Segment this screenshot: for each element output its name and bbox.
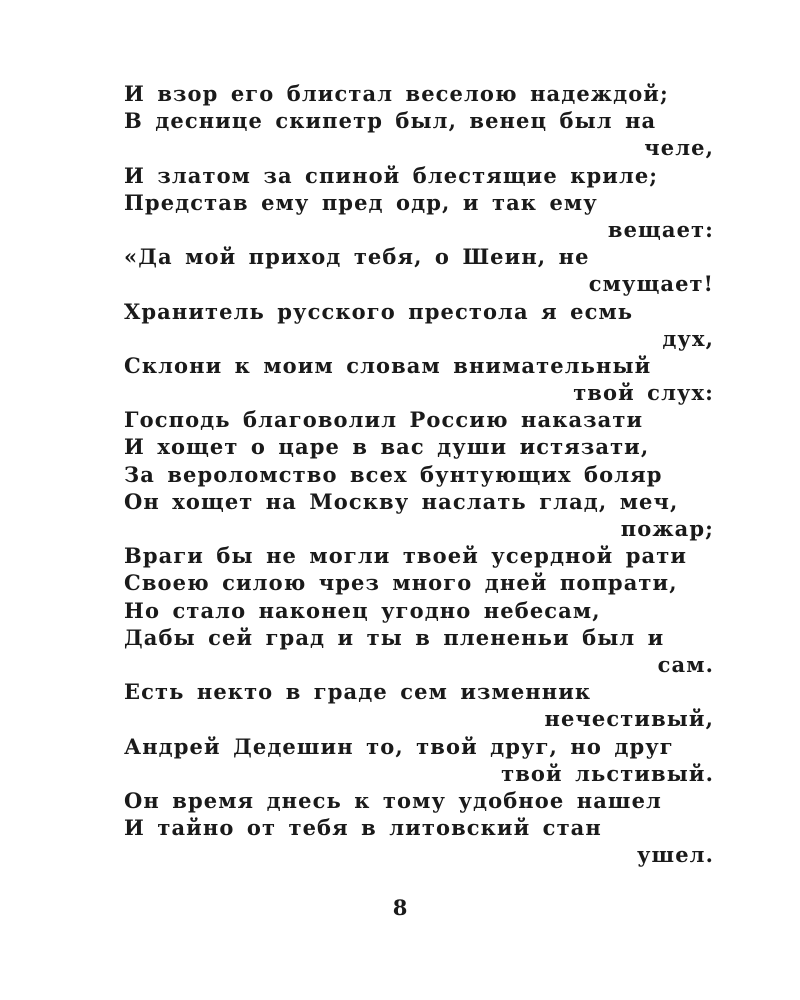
poem-line: Дабы сей град и ты в плененьи был и	[124, 624, 665, 650]
poem-line: Своею силою чрез много дней попрати,	[124, 570, 678, 596]
poem-line: И хощет о царе в вас души истязати,	[124, 434, 650, 460]
poem-line: Он хощет на Москву наслать глад, меч,	[124, 488, 679, 514]
poem-line: Андрей Дедешин то, твой друг, но друг	[124, 733, 674, 759]
poem-line: Склони к моим словам внимательный	[124, 352, 652, 378]
poem-line: Представ ему пред одр, и так ему	[124, 189, 598, 215]
poem-line-continuation: челе,	[644, 135, 714, 161]
poem-line: Он время днесь к тому удобное нашел	[124, 787, 662, 813]
poem-line-continuation: дух,	[662, 325, 714, 351]
poem-line-continuation: смущает!	[588, 271, 714, 297]
poem-line-continuation: твой слух:	[573, 380, 714, 406]
poem-line: И взор его блистал веселою надеждой;	[124, 81, 669, 106]
poem-line-continuation: ушел.	[637, 842, 714, 868]
poem-line: Есть некто в граде сем изменник	[124, 679, 592, 705]
poem-line-continuation: сам.	[657, 651, 714, 677]
poem-line: «Да мой приход тебя, о Шеин, не	[124, 244, 590, 270]
poem-line: Но стало наконец угодно небесам,	[124, 597, 601, 623]
poem-line: И златом за спиной блестящие криле;	[124, 162, 659, 188]
poem-line: Хранитель русского престола я есмь	[124, 298, 634, 324]
page-number: 8	[392, 895, 408, 920]
poem-line-continuation: нечестивый,	[544, 706, 714, 732]
poem-text	[124, 80, 714, 868]
poem-line: За вероломство всех бунтующих боляр	[124, 461, 663, 487]
poem-line-continuation: твой льстивый.	[501, 760, 714, 786]
poem-line: И тайно от тебя в литовский стан	[124, 815, 602, 841]
poem-line: Враги бы не могли твоей усердной рати	[124, 543, 687, 569]
poem-line-continuation: пожар;	[620, 516, 714, 541]
poem-line: Господь благоволил Россию наказати	[124, 407, 644, 433]
poem-line-continuation: вещает:	[607, 216, 714, 242]
poem-line: В деснице скипетр был, венец был на	[124, 108, 657, 134]
